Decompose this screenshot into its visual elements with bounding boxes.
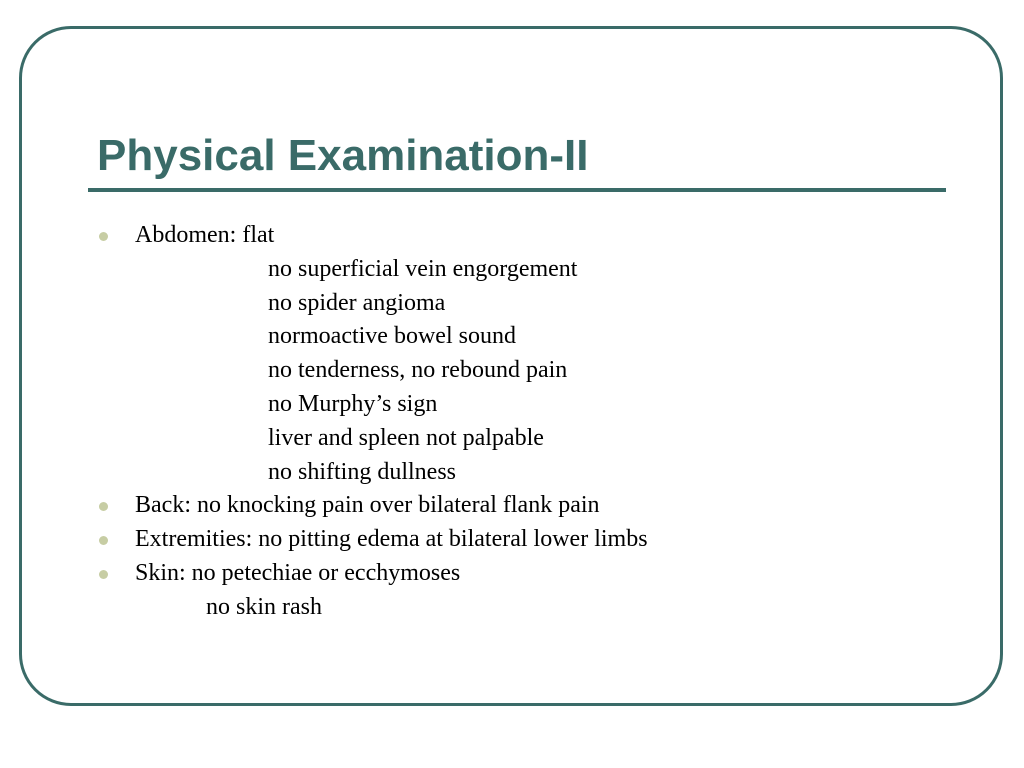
bullet-dot-icon: [99, 232, 108, 241]
bullet-dot-icon: [99, 536, 108, 545]
sub-line: no shifting dullness: [268, 458, 457, 485]
bullet-label: Back: no knocking pain over bilateral flank pain: [135, 492, 600, 519]
sub-line: no Murphy’s sign: [268, 390, 438, 417]
bullet-item-back: [97, 489, 648, 523]
bullet-dot-icon: [99, 570, 108, 579]
bullet-label: Extremities: no pitting edema at bilateral lower limbs: [135, 526, 648, 553]
bullet-label: Skin: no petechiae or ecchymoses: [135, 559, 461, 586]
sub-line: no skin rash: [206, 593, 322, 620]
sub-line: no tenderness, no rebound pain: [268, 357, 568, 384]
bullet-list: [97, 219, 648, 625]
title-underline: [88, 188, 946, 192]
sub-line: no spider angioma: [268, 289, 446, 316]
sub-line: liver and spleen not palpable: [268, 424, 544, 451]
bullet-item-abdomen: [97, 219, 648, 489]
bullet-item-skin: [97, 557, 648, 625]
sub-line: normoactive bowel sound: [268, 323, 516, 350]
bullet-item-extremities: [97, 523, 648, 557]
sub-line: no superficial vein engorgement: [268, 255, 578, 282]
slide-title: Physical Examination-II: [97, 131, 589, 180]
bullet-label: Abdomen: flat: [135, 222, 275, 248]
bullet-dot-icon: [99, 502, 108, 511]
